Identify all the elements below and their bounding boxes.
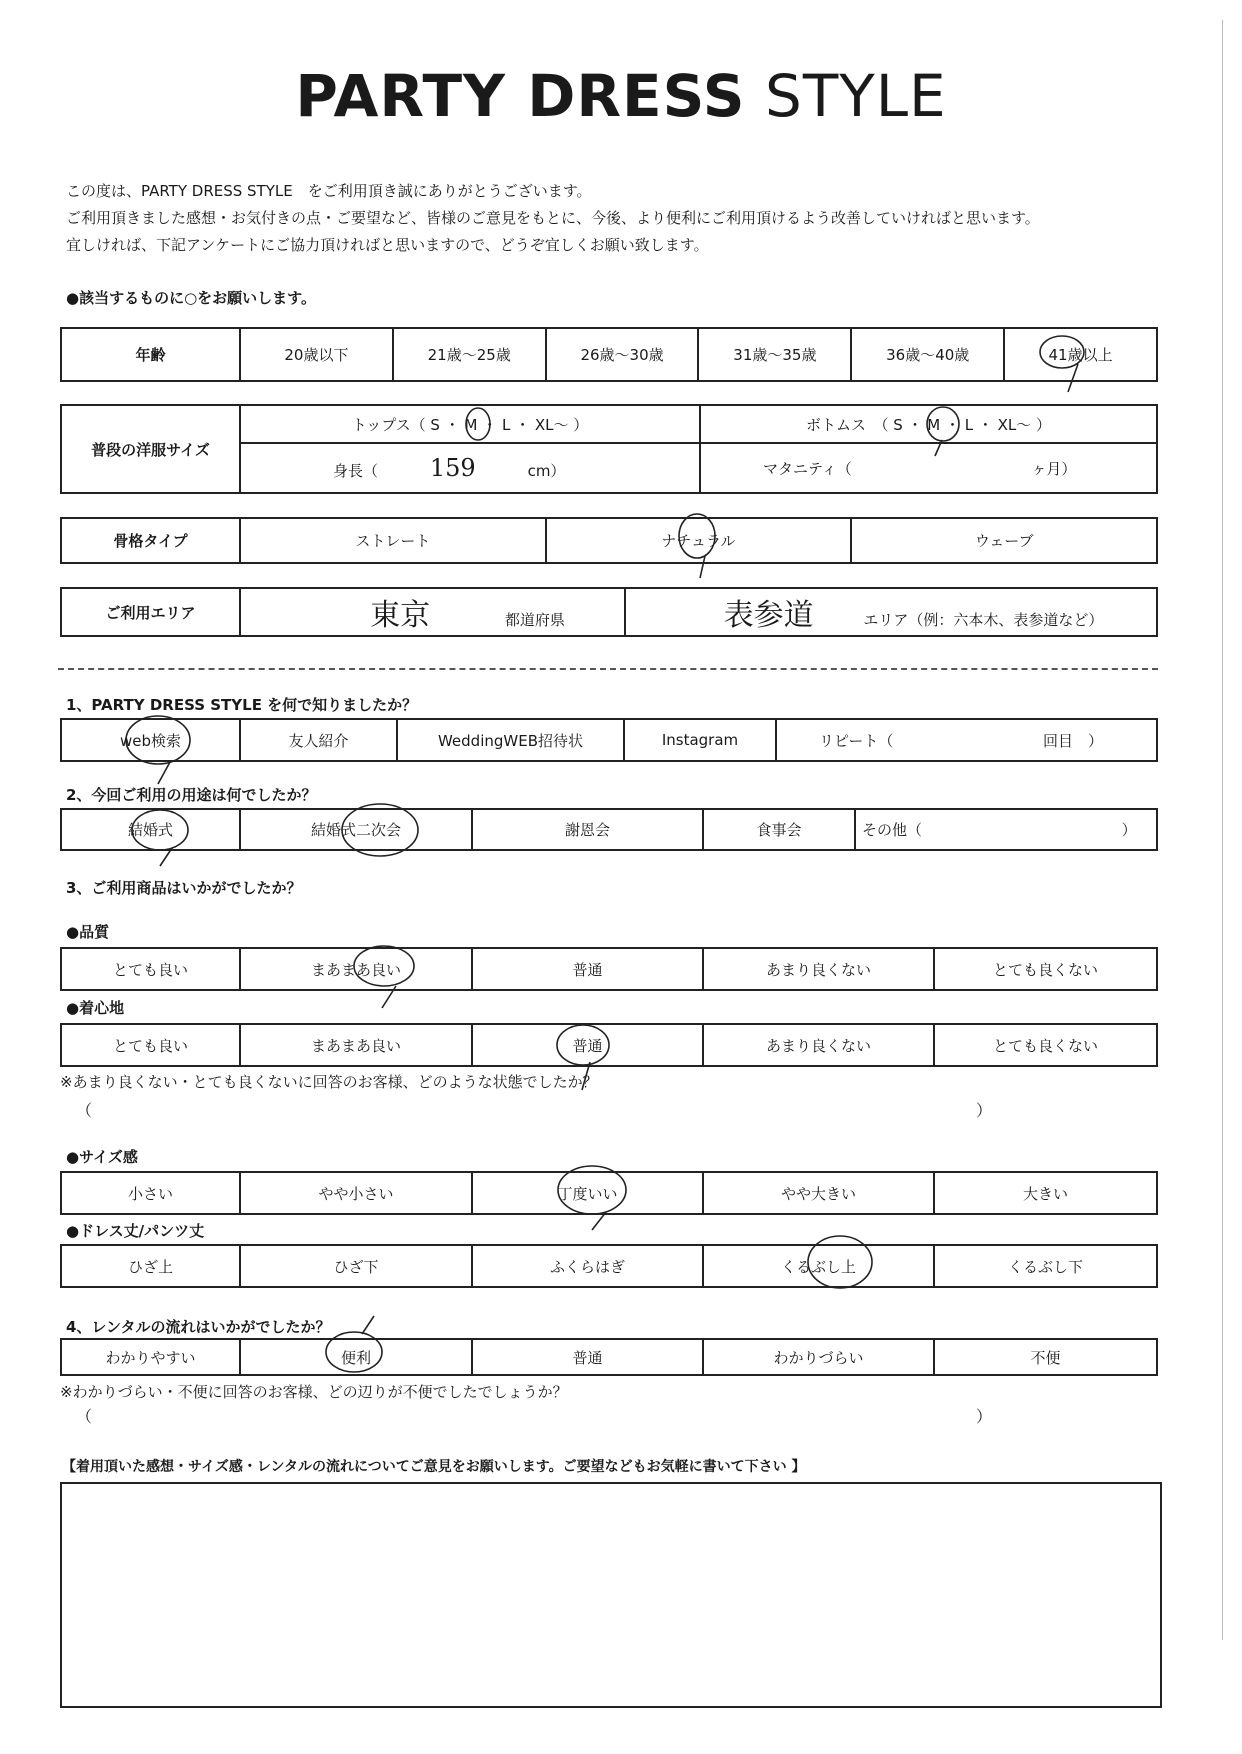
quality-option[interactable]: あまり良くない: [703, 948, 934, 990]
q4-paren-open: （: [76, 1407, 93, 1426]
q1-option[interactable]: Instagram: [624, 719, 776, 761]
fit-option-selected[interactable]: 丁度いい: [472, 1172, 703, 1214]
body-type-option[interactable]: ウェーブ: [851, 518, 1157, 563]
prefecture-label: 都道府県: [504, 611, 565, 629]
mark-quality: [354, 946, 414, 986]
fit-option[interactable]: 小さい: [61, 1172, 240, 1214]
mark-q4-tail: [362, 1316, 374, 1334]
fit-option[interactable]: やや小さい: [240, 1172, 472, 1214]
comfort-option[interactable]: あまり良くない: [703, 1024, 934, 1066]
mark-quality-tail: [382, 986, 396, 1008]
area-value: 表参道: [723, 598, 814, 633]
q2-option[interactable]: 食事会: [703, 809, 855, 850]
length-option[interactable]: ふくらはぎ: [472, 1245, 703, 1287]
fit-option[interactable]: 大きい: [934, 1172, 1157, 1214]
length-label: ●ドレス丈/パンツ丈: [66, 1222, 205, 1240]
q1-option[interactable]: 友人紹介: [240, 719, 397, 761]
body-type-option-selected[interactable]: ナチュラル: [546, 518, 852, 563]
bottoms-size[interactable]: ボトムス （ S ・ M ・ L ・ XL～ ）: [700, 405, 1157, 443]
q1-repeat-label: リピート（: [819, 731, 894, 750]
mark-body-type: [679, 514, 715, 558]
comfort-paren-close: ）: [976, 1101, 993, 1120]
fit-label: ●サイズ感: [66, 1148, 138, 1166]
q2-option[interactable]: 謝恩会: [472, 809, 703, 850]
length-option[interactable]: くるぶし下: [934, 1245, 1157, 1287]
comfort-option-selected[interactable]: 普通: [472, 1024, 703, 1066]
age-option[interactable]: 21歳～25歳: [393, 328, 546, 381]
q4-option[interactable]: わかりやすい: [61, 1339, 240, 1375]
mark-age: [1040, 336, 1084, 368]
title-bold: PARTY DRESS: [295, 62, 746, 130]
quality-option[interactable]: とても良い: [61, 948, 240, 990]
maternity-unit: ヶ月）: [1031, 459, 1077, 478]
comments-heading: 【着用頂いた感想・サイズ感・レンタルの流れについてご意見をお願いします。ご要望などもお気軽に書いて下さい 】: [62, 1459, 806, 1475]
mark-q2-b: [342, 804, 418, 856]
height-label: 身長（: [333, 462, 379, 481]
length-option-selected[interactable]: くるぶし上: [703, 1245, 934, 1287]
size-label: 普段の洋服サイズ: [61, 405, 240, 493]
age-option[interactable]: 36歳～40歳: [851, 328, 1004, 381]
comfort-paren-open: （: [76, 1101, 93, 1120]
mark-comfort-tail: [582, 1062, 590, 1090]
mark-body-type-tail: [700, 556, 705, 578]
q1-option-selected[interactable]: web検索: [61, 719, 240, 761]
mark-tops-m: [466, 408, 490, 440]
q4-option[interactable]: わかりづらい: [703, 1339, 934, 1375]
mark-q2-a: [132, 810, 188, 850]
quality-option-selected[interactable]: まあまあ良い: [240, 948, 472, 990]
body-type-label: 骨格タイプ: [61, 518, 240, 563]
quality-option[interactable]: とても良くない: [934, 948, 1157, 990]
age-option[interactable]: 20歳以下: [240, 328, 393, 381]
q2-other-label: その他（: [862, 821, 923, 839]
fit-option[interactable]: やや大きい: [703, 1172, 934, 1214]
mark-bottoms-tail: [935, 440, 942, 456]
title-light: STYLE: [765, 62, 947, 130]
age-label: 年齢: [61, 328, 240, 381]
comfort-label: ●着心地: [66, 999, 125, 1017]
q3-question: 3、ご利用商品はいかがでしたか？: [66, 879, 302, 897]
mark-q1: [126, 716, 190, 764]
q4-question: 4、レンタルの流れはいかがでしたか？: [66, 1318, 331, 1336]
mark-length: [808, 1236, 872, 1288]
q4-option[interactable]: 普通: [472, 1339, 703, 1375]
q4-paren-close: ）: [976, 1407, 993, 1426]
body-type-option[interactable]: ストレート: [240, 518, 546, 563]
intro-line-2: ご利用頂きました感想・お気付きの点・ご要望など、皆様のご意見をもとに、今後、より便利にご利用頂けるよう改善していければと思います。: [66, 209, 1040, 227]
comfort-option[interactable]: とても良くない: [934, 1024, 1157, 1066]
mark-bottoms-m: [927, 407, 959, 441]
comfort-option[interactable]: とても良い: [61, 1024, 240, 1066]
maternity-label: マタニティ（: [763, 459, 852, 478]
mark-q4: [326, 1332, 382, 1372]
mark-q1-tail: [158, 762, 170, 784]
q1-option[interactable]: WeddingWEB招待状: [397, 719, 624, 761]
quality-label: ●品質: [66, 923, 110, 941]
area-example-label: エリア（例：六本木、表参道など）: [863, 611, 1104, 629]
q4-note: ※わかりづらい・不便に回答のお客様、どの辺りが不便でしたでしょうか？: [60, 1383, 568, 1401]
q4-option-selected[interactable]: 便利: [240, 1339, 472, 1375]
mark-fit: [558, 1166, 626, 1214]
mark-comfort: [557, 1025, 609, 1065]
q2-question: 2、今回ご利用の用途は何でしたか？: [66, 786, 317, 804]
age-option[interactable]: 26歳～30歳: [546, 328, 699, 381]
q4-option[interactable]: 不便: [934, 1339, 1157, 1375]
age-option-selected[interactable]: 41歳以上: [1004, 328, 1157, 381]
mark-age-tail: [1068, 364, 1078, 392]
q2-option-selected[interactable]: 結婚式二次会: [240, 809, 472, 850]
q1-question: 1、PARTY DRESS STYLE を何で知りましたか？: [66, 696, 418, 714]
length-option[interactable]: ひざ下: [240, 1245, 472, 1287]
quality-option[interactable]: 普通: [472, 948, 703, 990]
prefecture-value: 東京: [370, 598, 431, 633]
comfort-note: ※あまり良くない・とても良くないに回答のお客様、どのような状態でしたか？: [60, 1073, 598, 1091]
q1-repeat-unit: 回目 ）: [1042, 731, 1103, 750]
section-intro: ●該当するものに○をお願いします。: [66, 289, 316, 307]
area-label: ご利用エリア: [61, 588, 240, 636]
tops-size[interactable]: トップス（ S ・ M ・ L ・ XL～ ）: [240, 405, 700, 443]
intro-line-3: 宜しければ、下記アンケートにご協力頂ければと思いますので、どうぞ宜しくお願い致します。: [66, 236, 709, 254]
comfort-option[interactable]: まあまあ良い: [240, 1024, 472, 1066]
age-option[interactable]: 31歳～35歳: [698, 328, 851, 381]
q2-other-close: ）: [1121, 821, 1137, 839]
q2-option-selected[interactable]: 結婚式: [61, 809, 240, 850]
length-option[interactable]: ひざ上: [61, 1245, 240, 1287]
intro-line-1: この度は、PARTY DRESS STYLE をご利用頂き誠にありがとうございます。: [66, 182, 592, 200]
height-unit: cm）: [527, 462, 566, 481]
height-value: 159: [429, 454, 476, 483]
